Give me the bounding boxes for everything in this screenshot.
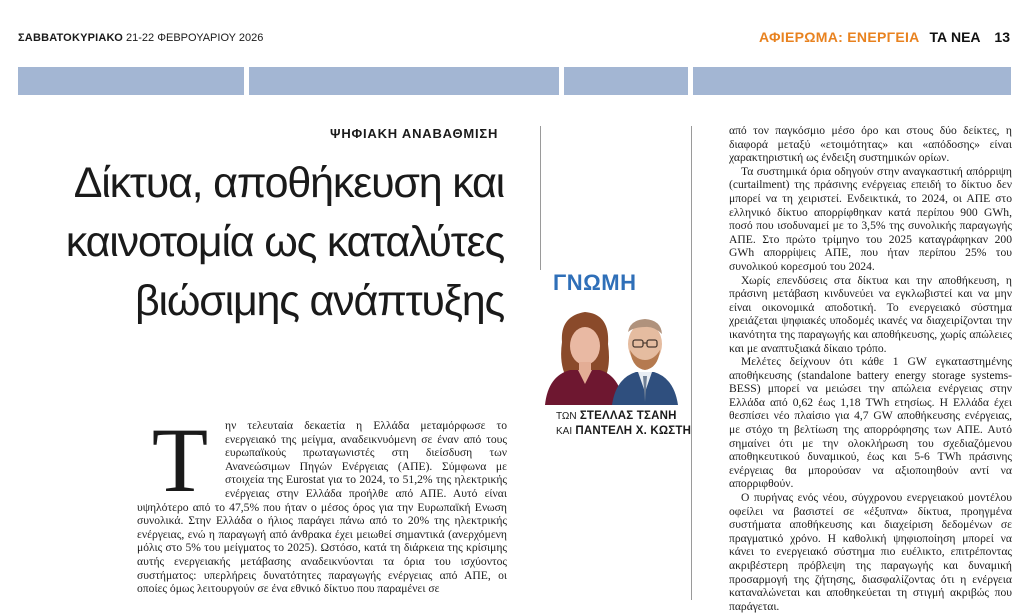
authors-photo-illustration bbox=[540, 302, 680, 405]
article-paragraph: ην τελευταία δεκαετία η Ελλάδα μεταμόρφωσε το ενεργειακό της μείγμα, αναδεικνυόμενη σε έναν από τους ευρωπαϊκούς πρωταγωνιστές στη διείσδυση των Ανανεώσιμων Πηγών Ενέργειας (ΑΠΕ). Σύμφωνα με στοιχεία της Eurostat για το 2024, το 51,2% της ηλεκτρικής ενέργειας στην Ελλάδα προήλθε από ΑΠΕ. Αυτό είναι υψηλότερο από το 47,5% που ήταν ο μέσος όρος για την Ευρωπαϊκή Ενωση συνολικά. Στην Ελλάδα ο ήλιος παράγει πάνω από το 20% της ηλεκτρικής ενέργειας, ενώ η παραγωγή από άνθρακα έχει μειωθεί σημαντικά (ανερχόμενη μόλις στο 5% του μείγματος το 2025). Ωστόσο, κατά τη διάρκεια της κρίσιμης αυτής ενεργειακής μετάβασης αναδεικνύονται τα όρια του ισχύοντος συστήματος: υπερλήρεις δυνατότητες παραγωγής ενέργειας από ΑΠΕ, οι οποίες όμως λειτουργούν σε ένα εθνικό δίκτυο που παραμένει σε bbox=[137, 419, 507, 596]
article-body-column-1 bbox=[137, 409, 507, 596]
article-title: Δίκτυα, αποθήκευση και καινοτομία ως καταλύτες βιώσιμης ανάπτυξης bbox=[65, 159, 504, 325]
article-kicker: ΨΗΦΙΑΚΗ ΑΝΑΒΑΘΜΙΣΗ bbox=[330, 126, 499, 141]
article-paragraph: Μελέτες δείχνουν ότι κάθε 1 GW εγκαταστημένης αποθήκευσης (standalone battery energy storage systems-BESS) μπορεί να μειώσει την απώλεια ενέργειας στην Ελλάδα από 0,62 έως 1,18 TWh ετησίως. Η Ελλάδα έχει θεσπίσει νέο πλαίσιο για 4,7 GW αποθήκευσης ενέργειας, με στόχο τη βελτίωση της απορρόφησης των ΑΠΕ. Αυτό σημαίνει ότι με την ολοκλήρωση του σχεδιαζόμενου αποθηκευτικού δυναμικού, έως και 5-6 TWh πράσινης ενέργειας θα μπορούσαν να αξιοποιηθούν αντί να απορριφθούν. bbox=[729, 355, 1012, 491]
section-label: ΑΦΙΕΡΩΜΑ: ΕΝΕΡΓΕΙΑ bbox=[758, 29, 920, 45]
opinion-byline bbox=[556, 409, 691, 439]
header-band-segment bbox=[18, 67, 244, 95]
newspaper-brand: ΤΑ ΝΕΑ bbox=[929, 29, 981, 45]
authors-photo bbox=[540, 302, 680, 405]
page-header-right bbox=[759, 29, 1010, 45]
header-band-segment bbox=[249, 67, 559, 95]
header-band-segment bbox=[564, 67, 688, 95]
opinion-label: ΓΝΩΜΗ bbox=[553, 270, 637, 295]
issue-date: 21-22 ΦΕΒΡΟΥΑΡΙΟΥ 2026 bbox=[126, 32, 264, 44]
byline-prefix: ΤΩΝ bbox=[556, 411, 577, 422]
article-paragraph: από τον παγκόσμιο μέσο όρο και στους δύο δείκτες, η διαφορά μεταξύ «ετοιμότητας» και «απόδοσης» είναι χαρακτηριστική ως ένδειξη συστημικών ορίων. bbox=[729, 124, 1012, 165]
column-divider bbox=[691, 126, 692, 600]
issue-date-line bbox=[18, 32, 263, 44]
article-paragraph: Χωρίς επενδύσεις στα δίκτυα και την αποθήκευση, η πράσινη μετάβαση κινδυνεύει να εγκλωβιστεί και να μην είναι οικονομικά αποδοτική. Το ενεργειακό σύστημα χρειάζεται ψηφιακές υποδομές ικανές να διαχειρίζονται την ικανότητα της παραγωγής και αποθήκευσης, χωρίς απώλειες και με αναπτυξιακά δίκαιο τρόπο. bbox=[729, 273, 1012, 355]
author-name: ΣΤΕΛΛΑΣ ΤΣΑΝΗ bbox=[579, 410, 677, 422]
byline-prefix: ΚΑΙ bbox=[556, 426, 573, 437]
author-name: ΠΑΝΤΕΛΗ Χ. ΚΩΣΤΗ bbox=[575, 425, 692, 437]
article-paragraph: Τα συστημικά όρια οδηγούν στην αναγκαστική απόρριψη (curtailment) της πράσινης ενέργειας επειδή το δίκτυο δεν μπορεί να τη χειριστεί. Ενδεικτικά, το 2024, οι ΑΠΕ στο ελληνικό δίκτυο απορρίφθηκαν κατά περίπου 900 GWh, ποσό που ισοδυναμεί με το 3,5% της συνολικής παραγωγής ΑΠΕ. Στο πρώτο τρίμηνο του 2025 καταγράφηκαν 200 GWh απορρίψεις ΑΠΕ, που ήταν περίπου 25% του συνολικού κορεσμού του 2024. bbox=[729, 164, 1012, 273]
header-band-segment bbox=[693, 67, 1011, 95]
drop-cap: Τ bbox=[151, 409, 209, 511]
issue-day: ΣΑΒΒΑΤΟΚΥΡΙΑΚΟ bbox=[18, 32, 123, 44]
column-divider bbox=[540, 126, 541, 270]
page-number: 13 bbox=[994, 29, 1010, 45]
article-body-column-2 bbox=[729, 124, 1012, 613]
article-paragraph: Ο πυρήνας ενός νέου, σύγχρονου ενεργειακού μοντέλου οφείλει να βασιστεί σε «έξυπνα» δίκτυα, προηγμένα συστήματα αποθήκευσης και διαχείριση δεδομένων σε πραγματικό χρόνο. Η καθολική ψηφιοποίηση μπορεί να κάνει το ενεργειακό σύστημα πιο ευέλικτο, επιτρέποντας ακριβέστερη πρόβλεψη της παραγωγής και δυναμική προσαρμογή της ζήτησης, διασφαλίζοντας ότι η ενέργεια καταναλώνεται και αποθηκεύεται τη στιγμή ακριβώς που παράγεται. bbox=[729, 491, 1012, 613]
